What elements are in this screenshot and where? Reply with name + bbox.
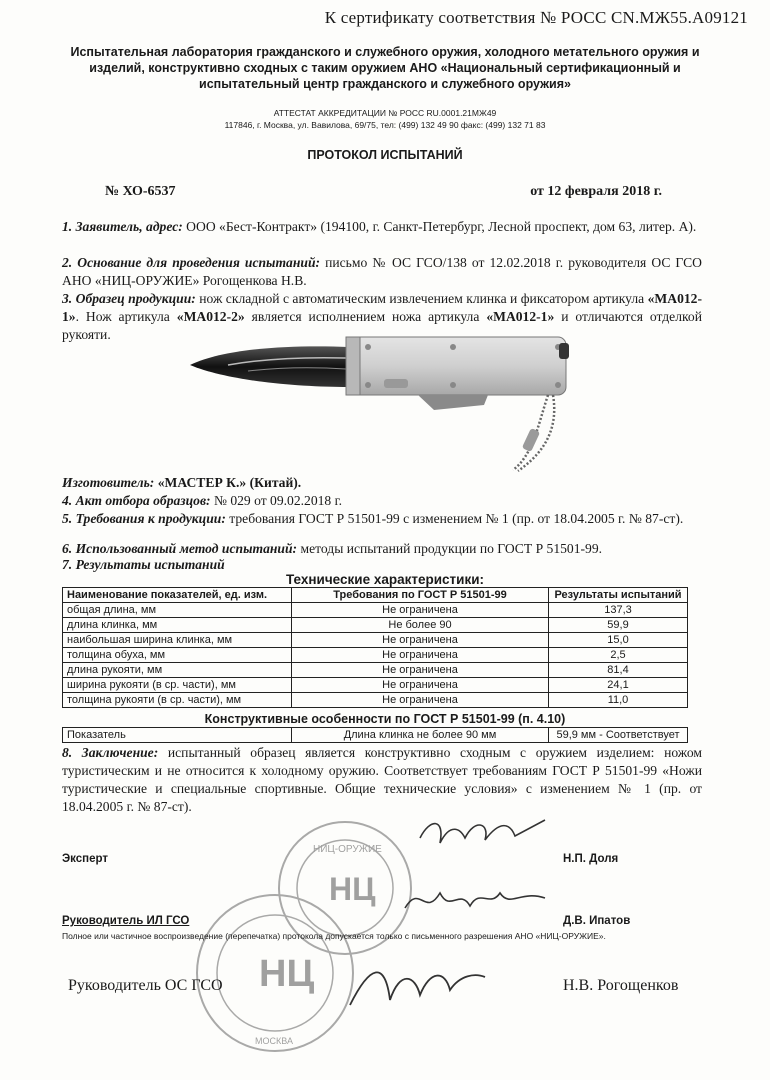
table-cell: Показатель xyxy=(63,728,292,743)
item-label: 8. Заключение: xyxy=(62,745,159,760)
item-label: 5. Требования к продукции: xyxy=(62,511,226,526)
column-header: Требования по ГОСТ Р 51501-99 xyxy=(292,588,549,603)
item-text: письмо № ОС ГСО/138 от 12.02.2018 г. руководителя ОС ГСО АНО «НИЦ-ОРУЖИЕ» Рогощенкова Н.В. xyxy=(62,255,703,288)
item-label: Изготовитель: xyxy=(62,475,155,490)
knife-image xyxy=(188,325,588,475)
table-cell: толщина рукояти (в ср. части), мм xyxy=(63,693,292,708)
table-row xyxy=(63,618,688,633)
expert-label: Эксперт xyxy=(62,853,109,865)
table-cell: длина рукояти, мм xyxy=(63,663,292,678)
table-cell: 81,4 xyxy=(549,663,688,678)
os-head-name: Н.В. Рогощенков xyxy=(563,977,679,994)
item-text: требования ГОСТ Р 51501-99 с изменением № 1 (пр. от 18.04.2005 г. № 87-ст). xyxy=(225,511,684,526)
design-table-title: Конструктивные особенности по ГОСТ Р 51501-99 (п. 4.10) xyxy=(204,712,566,726)
table-row xyxy=(63,648,688,663)
article-code: «МА012-2» xyxy=(176,309,245,324)
expert-name: Н.П. Доля xyxy=(563,853,619,865)
table-cell: общая длина, мм xyxy=(63,603,292,618)
table-row xyxy=(63,693,688,708)
table-cell: 137,3 xyxy=(549,603,688,618)
table-cell: толщина обуха, мм xyxy=(63,648,292,663)
table-cell: 59,9 xyxy=(549,618,688,633)
item-sampling-act xyxy=(62,492,702,510)
lab-head-name: Д.В. Ипатов xyxy=(563,915,631,927)
column-header: Наименование показателей, ед. изм. xyxy=(63,588,292,603)
item-text: . Нож артикула xyxy=(75,309,177,324)
item-applicant xyxy=(62,218,702,236)
table-cell: Не ограничена xyxy=(292,648,549,663)
protocol-date: от 12 февраля 2018 г. xyxy=(530,184,662,199)
table-cell: Не ограничена xyxy=(292,603,549,618)
certificate-reference: К сертификату соответствия № РОСС CN.МЖ55.А09121 xyxy=(324,8,748,27)
item-label: 3. Образец продукции: xyxy=(62,291,196,306)
protocol-title: ПРОТОКОЛ ИСПЫТАНИЙ xyxy=(307,148,463,162)
os-head-label: Руководитель ОС ГСО xyxy=(68,977,223,994)
table-header-row xyxy=(63,588,688,603)
item-text: ООО «Бест-Контракт» (194100, г. Санкт-Петербург, Лесной проспект, дом 63, литер. А). xyxy=(182,219,697,234)
item-label: 2. Основание для проведения испытаний: xyxy=(62,255,321,270)
table-cell: 11,0 xyxy=(549,693,688,708)
item-text: № 029 от 09.02.2018 г. xyxy=(210,493,343,508)
item-conclusion xyxy=(62,744,702,816)
accreditation-number: АТТЕСТАТ АККРЕДИТАЦИИ № РОСС RU.0001.21МЖ49 xyxy=(273,108,497,118)
table-row xyxy=(63,728,688,743)
svg-text:НИЦ-ОРУЖИЕ: НИЦ-ОРУЖИЕ xyxy=(313,844,382,855)
column-header: Результаты испытаний xyxy=(549,588,688,603)
item-text: нож складной с автоматическим извлечением клинка и фиксатором артикула xyxy=(195,291,648,306)
item-text: и отличаются отделкой рукояти. xyxy=(62,309,702,342)
item-requirements xyxy=(62,510,702,528)
protocol-number: № ХО-6537 xyxy=(105,184,176,199)
item-text: испытанный образец является конструктивно сходным с оружием изделием: ножом туристическим и не относится к холодному оружию. Соответствует требованиям ГОСТ Р 51501-99 «Ножи туристические и специальные спортивные. Общие технические условия» с изменением № 1 (пр. от 18.04.2005 г. № 87-ст). xyxy=(62,745,703,814)
table-cell: 2,5 xyxy=(549,648,688,663)
table-row xyxy=(63,678,688,693)
table-row xyxy=(63,633,688,648)
table-cell: Не ограничена xyxy=(292,633,549,648)
lab-head-signature xyxy=(400,878,550,923)
article-code: «МА012-1» xyxy=(486,309,555,324)
reproduction-note: Полное или частичное воспроизведение (перепечатка) протокола допускается только с письменного разрешения АНО «НИЦ-ОРУЖИЕ». xyxy=(62,931,606,941)
accreditation-block xyxy=(60,107,710,131)
item-basis xyxy=(62,254,702,290)
item-text: методы испытаний продукции по ГОСТ Р 51501-99. xyxy=(297,541,603,556)
expert-signature xyxy=(415,808,555,858)
item-label: 4. Акт отбора образцов: xyxy=(62,493,211,508)
design-table xyxy=(62,727,688,743)
item-label: 1. Заявитель, адрес: xyxy=(62,219,183,234)
item-text: «МАСТЕР К.» (Китай). xyxy=(154,475,302,490)
item-text: является исполнением ножа артикула xyxy=(244,309,487,324)
tech-table xyxy=(62,587,688,708)
table-row xyxy=(63,663,688,678)
svg-text:МОСКВА: МОСКВА xyxy=(255,1036,293,1046)
table-cell: Длина клинка не более 90 мм xyxy=(292,728,549,743)
item-manufacturer xyxy=(62,474,702,492)
table-cell: ширина рукояти (в ср. части), мм xyxy=(63,678,292,693)
table-cell: Не ограничена xyxy=(292,693,549,708)
table-cell: 15,0 xyxy=(549,633,688,648)
table-cell: Не ограничена xyxy=(292,678,549,693)
table-cell: 24,1 xyxy=(549,678,688,693)
lab-name: Испытательная лаборатория гражданского и служебного оружия, холодного метательного оружия и изделий, конструктивно сходных с таким оружием АНО «Национальный сертификационный и испытательный центр гражданского и служебного оружия» xyxy=(70,45,700,91)
table-cell: Не более 90 xyxy=(292,618,549,633)
svg-text:НЦ: НЦ xyxy=(329,871,376,907)
svg-text:НЦ: НЦ xyxy=(259,953,315,995)
table-cell: наибольшая ширина клинка, мм xyxy=(63,633,292,648)
table-cell: Не ограничена xyxy=(292,663,549,678)
lab-head-label: Руководитель ИЛ ГСО xyxy=(62,915,190,927)
item-label: 6. Использованный метод испытаний: xyxy=(62,541,298,556)
table-cell: длина клинка, мм xyxy=(63,618,292,633)
article-code: «МА012-1» xyxy=(62,291,702,324)
lab-address: 117846, г. Москва, ул. Вавилова, 69/75, тел: (499) 132 49 90 факс: (499) 132 71 83 xyxy=(224,120,546,130)
table-row xyxy=(63,603,688,618)
tech-table-title: Технические характеристики: xyxy=(285,572,485,587)
table-cell: 59,9 мм - Соответствует xyxy=(549,728,688,743)
item-label: 7. Результаты испытаний xyxy=(62,557,225,572)
os-head-signature xyxy=(340,955,490,1015)
